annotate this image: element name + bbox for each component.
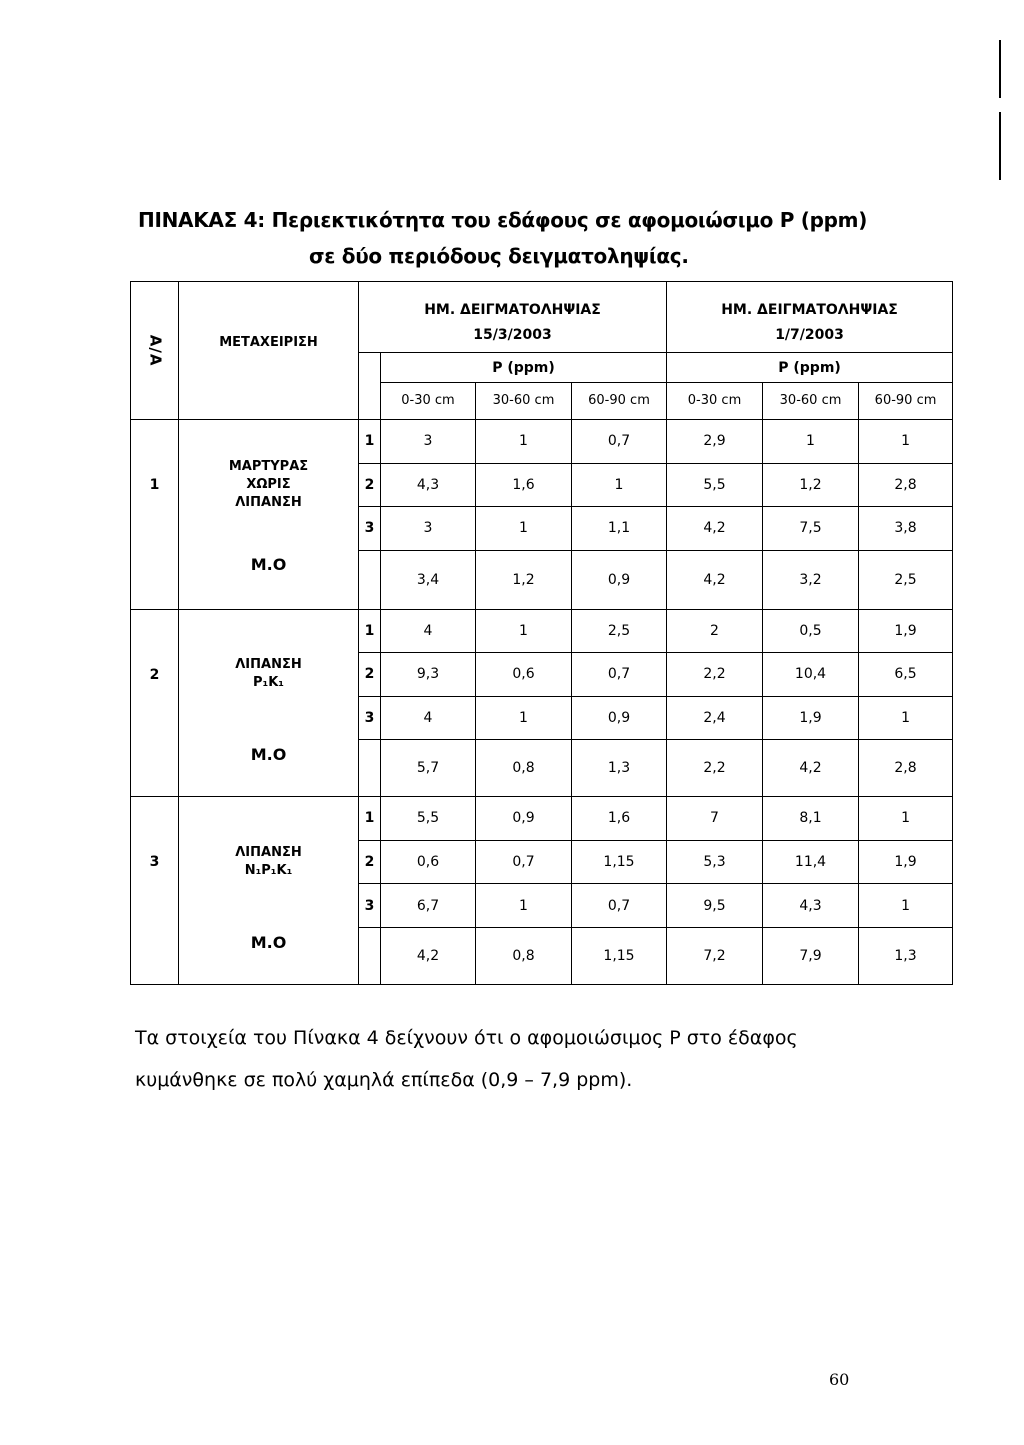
value-cell: 1	[763, 419, 859, 463]
empty-cell	[359, 928, 381, 985]
treatment-line: N₁P₁K₁	[244, 862, 293, 878]
mean-value-cell: 5,7	[381, 740, 476, 797]
mean-value-cell: 4,2	[763, 740, 859, 797]
value-cell: 7	[667, 797, 763, 841]
value-cell: 7,5	[763, 507, 859, 551]
value-cell: 1	[859, 884, 953, 928]
table-row	[131, 797, 953, 841]
value-cell: 1,6	[572, 797, 667, 841]
table-title: ΠΙΝΑΚΑΣ 4: Περιεκτικότητα του εδάφους σε αφομοιώσιμο Ρ (ppm)	[138, 208, 868, 232]
mean-value-cell: 4,2	[381, 928, 476, 985]
table-subtitle: σε δύο περιόδους δειγματοληψίας.	[309, 244, 689, 268]
value-cell: 4	[381, 609, 476, 653]
value-cell: 0,5	[763, 609, 859, 653]
value-cell: 1	[859, 797, 953, 841]
value-cell: 3	[381, 507, 476, 551]
value-cell: 0,9	[476, 797, 572, 841]
value-cell: 4	[381, 696, 476, 740]
value-cell: 6,5	[859, 653, 953, 697]
value-cell: 1	[859, 696, 953, 740]
value-cell: 5,5	[381, 797, 476, 841]
depth-header: 60-90 cm	[859, 383, 953, 420]
value-cell: 0,7	[476, 840, 572, 884]
table-row	[131, 419, 953, 463]
treatment-line: ΜΑΡΤΥΡΑΣ	[228, 458, 309, 474]
mean-value-cell: 0,8	[476, 740, 572, 797]
mean-value-cell: 2,8	[859, 740, 953, 797]
value-cell: 2	[667, 609, 763, 653]
value-cell: 0,9	[572, 696, 667, 740]
treatment-line: ΛΙΠΑΝΣΗ	[235, 844, 302, 860]
replicate-number: 1	[359, 419, 381, 463]
p-unit-label-2: Ρ (ppm)	[667, 353, 953, 383]
mean-value-cell: 2,2	[667, 740, 763, 797]
value-cell: 2,8	[859, 463, 953, 507]
mean-value-cell: 1,3	[859, 928, 953, 985]
empty-cell	[131, 928, 179, 985]
replicate-number: 1	[359, 797, 381, 841]
empty-cell	[359, 740, 381, 797]
depth-header: 60-90 cm	[572, 383, 667, 420]
mean-label: Μ.Ο	[179, 550, 359, 609]
table-row	[131, 609, 953, 653]
mean-value-cell: 2,5	[859, 550, 953, 609]
value-cell: 5,3	[667, 840, 763, 884]
replicate-number: 2	[359, 840, 381, 884]
value-cell: 4,3	[763, 884, 859, 928]
value-cell: 2,9	[667, 419, 763, 463]
value-cell: 0,6	[381, 840, 476, 884]
value-cell: 9,5	[667, 884, 763, 928]
value-cell: 4,2	[667, 507, 763, 551]
depth-header: 0-30 cm	[381, 383, 476, 420]
mean-value-cell: 0,9	[572, 550, 667, 609]
treatment-header: ΜΕΤΑΧΕΙΡΙΣΗ	[179, 282, 359, 420]
mean-value-cell: 1,15	[572, 928, 667, 985]
empty-cell	[359, 550, 381, 609]
value-cell: 2,5	[572, 609, 667, 653]
value-cell: 1,6	[476, 463, 572, 507]
period2-date: 1/7/2003	[667, 318, 953, 352]
replicate-number: 3	[359, 884, 381, 928]
value-cell: 0,7	[572, 884, 667, 928]
mean-row	[131, 740, 953, 797]
replicate-number: 3	[359, 696, 381, 740]
mean-value-cell: 4,2	[667, 550, 763, 609]
scan-edge-mark	[999, 40, 1001, 98]
value-cell: 4,3	[381, 463, 476, 507]
body-paragraph-line1: Τα στοιχεία του Πίνακα 4 δείχνουν ότι ο αφομοιώσιμος Ρ στο έδαφος	[135, 1027, 798, 1049]
replicate-number: 3	[359, 507, 381, 551]
mean-value-cell: 3,4	[381, 550, 476, 609]
treatment-name	[179, 419, 359, 550]
value-cell: 1,9	[859, 609, 953, 653]
treatment-line: ΛΙΠΑΝΣΗ	[235, 657, 302, 673]
value-cell: 1	[859, 419, 953, 463]
value-cell: 11,4	[763, 840, 859, 884]
page-number: 60	[829, 1370, 850, 1389]
value-cell: 1	[476, 696, 572, 740]
period2-label: ΗΜ. ΔΕΙΓΜΑΤΟΛΗΨΙΑΣ	[667, 282, 953, 319]
value-cell: 10,4	[763, 653, 859, 697]
mean-value-cell: 1,3	[572, 740, 667, 797]
empty-cell	[131, 550, 179, 609]
period1-date: 15/3/2003	[359, 318, 667, 352]
header-spacer	[359, 353, 381, 420]
value-cell: 1	[572, 463, 667, 507]
mean-row	[131, 928, 953, 985]
depth-header: 0-30 cm	[667, 383, 763, 420]
value-cell: 1,9	[859, 840, 953, 884]
group-number: 3	[131, 797, 179, 928]
empty-cell	[131, 740, 179, 797]
value-cell: 1,15	[572, 840, 667, 884]
period1-label: ΗΜ. ΔΕΙΓΜΑΤΟΛΗΨΙΑΣ	[359, 282, 667, 319]
value-cell: 0,7	[572, 419, 667, 463]
mean-value-cell: 3,2	[763, 550, 859, 609]
aa-header: Α/Α	[131, 282, 179, 420]
value-cell: 1,9	[763, 696, 859, 740]
mean-value-cell: 7,9	[763, 928, 859, 985]
mean-value-cell: 0,8	[476, 928, 572, 985]
replicate-number: 2	[359, 653, 381, 697]
value-cell: 5,5	[667, 463, 763, 507]
value-cell: 1,2	[763, 463, 859, 507]
value-cell: 1,1	[572, 507, 667, 551]
body-paragraph-line2: κυμάνθηκε σε πολύ χαμηλά επίπεδα (0,9 – 7,9 ppm).	[135, 1069, 633, 1091]
treatment-line: ΧΩΡΙΣ	[246, 476, 291, 492]
p-unit-label-1: Ρ (ppm)	[381, 353, 667, 383]
treatment-name	[179, 797, 359, 928]
mean-label: Μ.Ο	[179, 928, 359, 985]
value-cell: 0,6	[476, 653, 572, 697]
depth-header: 30-60 cm	[476, 383, 572, 420]
value-cell: 1	[476, 609, 572, 653]
group-number: 2	[131, 609, 179, 740]
mean-row	[131, 550, 953, 609]
group-number: 1	[131, 419, 179, 550]
value-cell: 2,2	[667, 653, 763, 697]
mean-value-cell: 7,2	[667, 928, 763, 985]
value-cell: 1	[476, 884, 572, 928]
replicate-number: 1	[359, 609, 381, 653]
value-cell: 0,7	[572, 653, 667, 697]
scan-edge-mark	[999, 112, 1001, 180]
treatment-name	[179, 609, 359, 740]
value-cell: 1	[476, 419, 572, 463]
treatment-line: ΛΙΠΑΝΣΗ	[235, 494, 302, 510]
value-cell: 1	[476, 507, 572, 551]
value-cell: 8,1	[763, 797, 859, 841]
replicate-number: 2	[359, 463, 381, 507]
value-cell: 9,3	[381, 653, 476, 697]
depth-header: 30-60 cm	[763, 383, 859, 420]
value-cell: 3,8	[859, 507, 953, 551]
treatment-line: P₁K₁	[253, 675, 284, 691]
value-cell: 2,4	[667, 696, 763, 740]
value-cell: 6,7	[381, 884, 476, 928]
mean-label: Μ.Ο	[179, 740, 359, 797]
value-cell: 3	[381, 419, 476, 463]
phosphorus-table	[130, 281, 953, 985]
mean-value-cell: 1,2	[476, 550, 572, 609]
